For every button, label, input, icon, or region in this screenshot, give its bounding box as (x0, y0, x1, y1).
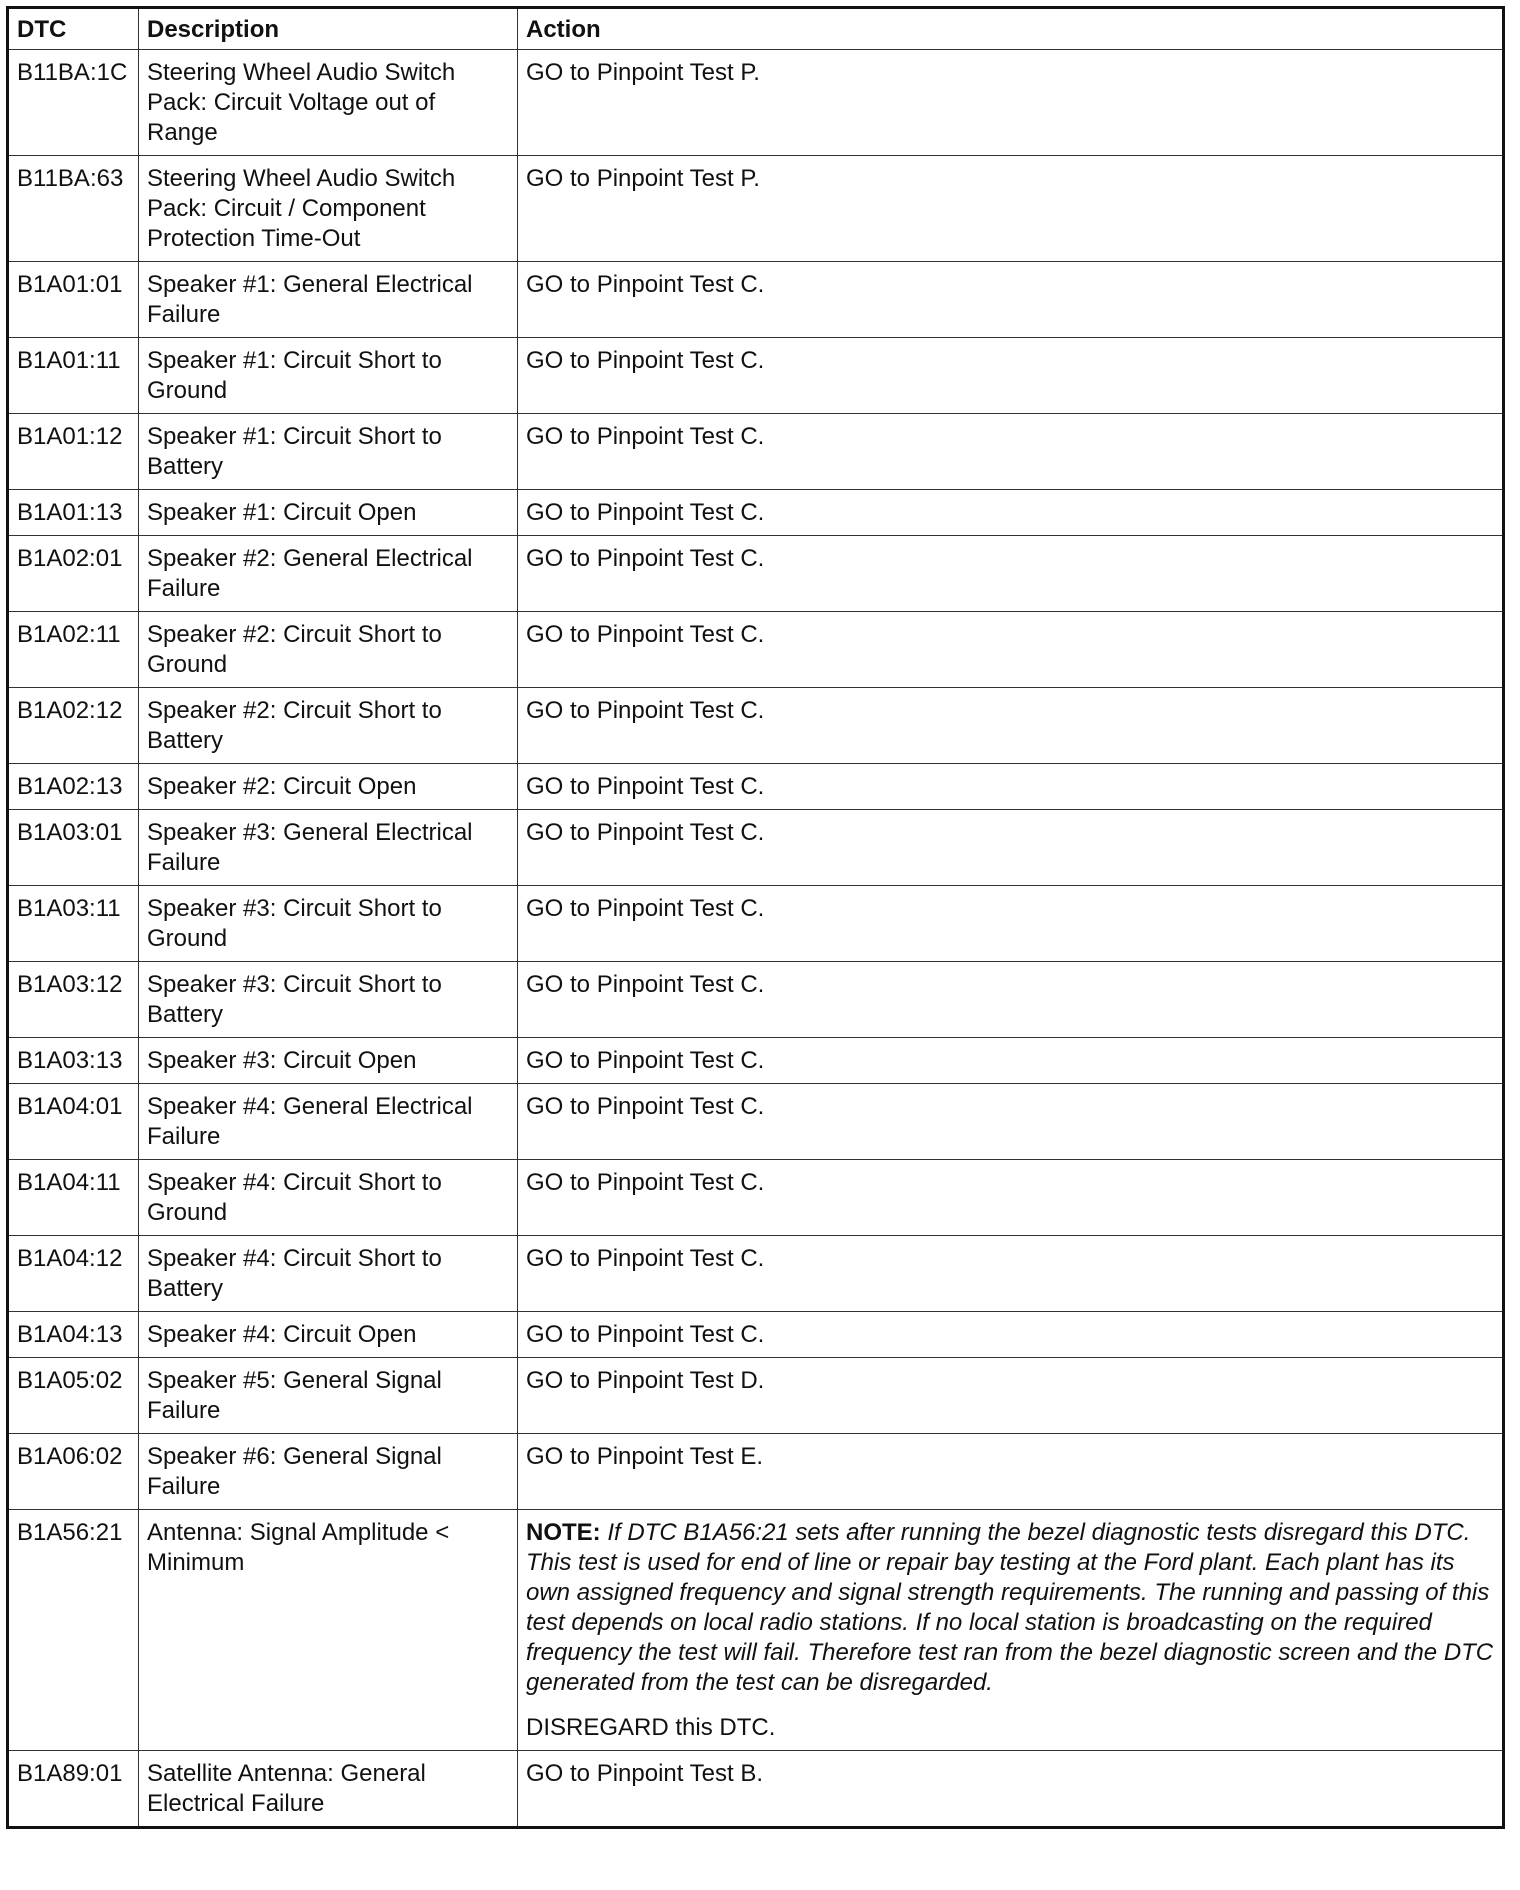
table-row (8, 810, 1504, 886)
header-dtc: DTC (8, 8, 139, 50)
action-cell (518, 612, 1504, 688)
action-cell (518, 1038, 1504, 1084)
dtc-code-cell: B1A01:13 (8, 490, 139, 536)
note-label: NOTE: (526, 1519, 601, 1546)
dtc-code-cell: B1A01:12 (8, 414, 139, 490)
action-text: GO to Pinpoint Test E. (526, 1443, 764, 1470)
action-text: GO to Pinpoint Test B. (526, 1760, 764, 1787)
table-row (8, 1236, 1504, 1312)
action-cell (518, 1510, 1504, 1751)
dtc-code-cell: B1A03:01 (8, 810, 139, 886)
action-text: DISREGARD this DTC. (526, 1714, 776, 1741)
header-row (8, 8, 1504, 50)
action-text: GO to Pinpoint Test C. (526, 1321, 765, 1348)
description-cell: Speaker #3: Circuit Short to Ground (139, 886, 518, 962)
action-cell (518, 1358, 1504, 1434)
action-cell (518, 1434, 1504, 1510)
dtc-code-cell: B1A89:01 (8, 1751, 139, 1828)
action-text: GO to Pinpoint Test C. (526, 697, 765, 724)
header-description: Description (139, 8, 518, 50)
action-cell (518, 1084, 1504, 1160)
action-cell (518, 338, 1504, 414)
dtc-table (6, 6, 1505, 1829)
table-row (8, 1751, 1504, 1828)
action-text: GO to Pinpoint Test C. (526, 971, 765, 998)
table-row (8, 156, 1504, 262)
action-cell (518, 1312, 1504, 1358)
action-text: GO to Pinpoint Test C. (526, 895, 765, 922)
dtc-code-cell: B1A03:13 (8, 1038, 139, 1084)
action-cell (518, 1751, 1504, 1828)
action-cell (518, 156, 1504, 262)
table-row (8, 1038, 1504, 1084)
description-cell: Speaker #4: General Electrical Failure (139, 1084, 518, 1160)
description-cell: Speaker #2: Circuit Open (139, 764, 518, 810)
description-cell: Speaker #1: Circuit Open (139, 490, 518, 536)
table-row (8, 612, 1504, 688)
header-action: Action (518, 8, 1504, 50)
table-row (8, 886, 1504, 962)
table-row (8, 414, 1504, 490)
table-row (8, 962, 1504, 1038)
dtc-code-cell: B1A04:01 (8, 1084, 139, 1160)
description-cell: Speaker #5: General Signal Failure (139, 1358, 518, 1434)
dtc-code-cell: B1A02:12 (8, 688, 139, 764)
table-row (8, 262, 1504, 338)
table-row (8, 1160, 1504, 1236)
dtc-code-cell: B1A56:21 (8, 1510, 139, 1751)
action-cell (518, 886, 1504, 962)
description-cell: Speaker #1: Circuit Short to Ground (139, 338, 518, 414)
action-text: GO to Pinpoint Test C. (526, 773, 765, 800)
action-cell (518, 764, 1504, 810)
description-cell: Speaker #2: Circuit Short to Battery (139, 688, 518, 764)
note (526, 1518, 1495, 1698)
action-text: GO to Pinpoint Test C. (526, 423, 765, 450)
dtc-code-cell: B1A05:02 (8, 1358, 139, 1434)
action-cell (518, 688, 1504, 764)
action-cell (518, 962, 1504, 1038)
table-row (8, 1084, 1504, 1160)
dtc-code-cell: B1A02:11 (8, 612, 139, 688)
description-cell: Speaker #6: General Signal Failure (139, 1434, 518, 1510)
table-row (8, 536, 1504, 612)
dtc-code-cell: B1A01:11 (8, 338, 139, 414)
action-cell (518, 1160, 1504, 1236)
dtc-code-cell: B11BA:63 (8, 156, 139, 262)
table-row (8, 688, 1504, 764)
dtc-code-cell: B1A04:12 (8, 1236, 139, 1312)
action-cell (518, 414, 1504, 490)
description-cell: Speaker #2: General Electrical Failure (139, 536, 518, 612)
action-cell (518, 262, 1504, 338)
description-cell: Speaker #3: General Electrical Failure (139, 810, 518, 886)
description-cell: Speaker #4: Circuit Short to Ground (139, 1160, 518, 1236)
description-cell: Speaker #2: Circuit Short to Ground (139, 612, 518, 688)
action-cell (518, 810, 1504, 886)
action-text: GO to Pinpoint Test P. (526, 59, 760, 86)
dtc-code-cell: B1A02:13 (8, 764, 139, 810)
action-text: GO to Pinpoint Test C. (526, 271, 765, 298)
dtc-code-cell: B1A01:01 (8, 262, 139, 338)
description-cell: Speaker #3: Circuit Short to Battery (139, 962, 518, 1038)
table-row (8, 764, 1504, 810)
table-body (8, 50, 1504, 1828)
table-row (8, 1312, 1504, 1358)
description-cell: Steering Wheel Audio Switch Pack: Circuit Voltage out of Range (139, 50, 518, 156)
action-text: GO to Pinpoint Test C. (526, 621, 765, 648)
dtc-code-cell: B1A02:01 (8, 536, 139, 612)
action-cell (518, 1236, 1504, 1312)
note-text: If DTC B1A56:21 sets after running the bezel diagnostic tests disregard this DTC. This test is used for end of line or repair bay testing at the Ford plant. Each plant has its own assigned frequency and signal strength requirements. The running and passing of this test depends on local radio stations. If no local station is broadcasting on the required frequency the test will fail. Therefore test ran from the bezel diagnostic screen and the DTC generated from the test can be disregarded. (526, 1519, 1494, 1696)
dtc-code-cell: B11BA:1C (8, 50, 139, 156)
action-text: GO to Pinpoint Test C. (526, 347, 765, 374)
table-row (8, 50, 1504, 156)
dtc-code-cell: B1A04:13 (8, 1312, 139, 1358)
action-text: GO to Pinpoint Test C. (526, 1093, 765, 1120)
table-row (8, 490, 1504, 536)
description-cell: Antenna: Signal Amplitude < Minimum (139, 1510, 518, 1751)
table-header (8, 8, 1504, 50)
description-cell: Steering Wheel Audio Switch Pack: Circuit / Component Protection Time-Out (139, 156, 518, 262)
description-cell: Speaker #4: Circuit Open (139, 1312, 518, 1358)
table-row (8, 1358, 1504, 1434)
action-text: GO to Pinpoint Test C. (526, 545, 765, 572)
action-cell (518, 536, 1504, 612)
table-row (8, 1434, 1504, 1510)
description-cell: Speaker #4: Circuit Short to Battery (139, 1236, 518, 1312)
action-text: GO to Pinpoint Test C. (526, 1169, 765, 1196)
action-text: GO to Pinpoint Test C. (526, 499, 765, 526)
action-text: GO to Pinpoint Test C. (526, 1245, 765, 1272)
action-cell (518, 490, 1504, 536)
action-text: GO to Pinpoint Test C. (526, 819, 765, 846)
action-cell (518, 50, 1504, 156)
dtc-code-cell: B1A03:11 (8, 886, 139, 962)
description-cell: Speaker #3: Circuit Open (139, 1038, 518, 1084)
dtc-code-cell: B1A04:11 (8, 1160, 139, 1236)
dtc-code-cell: B1A03:12 (8, 962, 139, 1038)
table-row (8, 338, 1504, 414)
action-text: GO to Pinpoint Test P. (526, 165, 760, 192)
description-cell: Speaker #1: General Electrical Failure (139, 262, 518, 338)
action-text: GO to Pinpoint Test C. (526, 1047, 765, 1074)
action-text: GO to Pinpoint Test D. (526, 1367, 765, 1394)
description-cell: Speaker #1: Circuit Short to Battery (139, 414, 518, 490)
description-cell: Satellite Antenna: General Electrical Failure (139, 1751, 518, 1828)
table-row (8, 1510, 1504, 1751)
dtc-code-cell: B1A06:02 (8, 1434, 139, 1510)
